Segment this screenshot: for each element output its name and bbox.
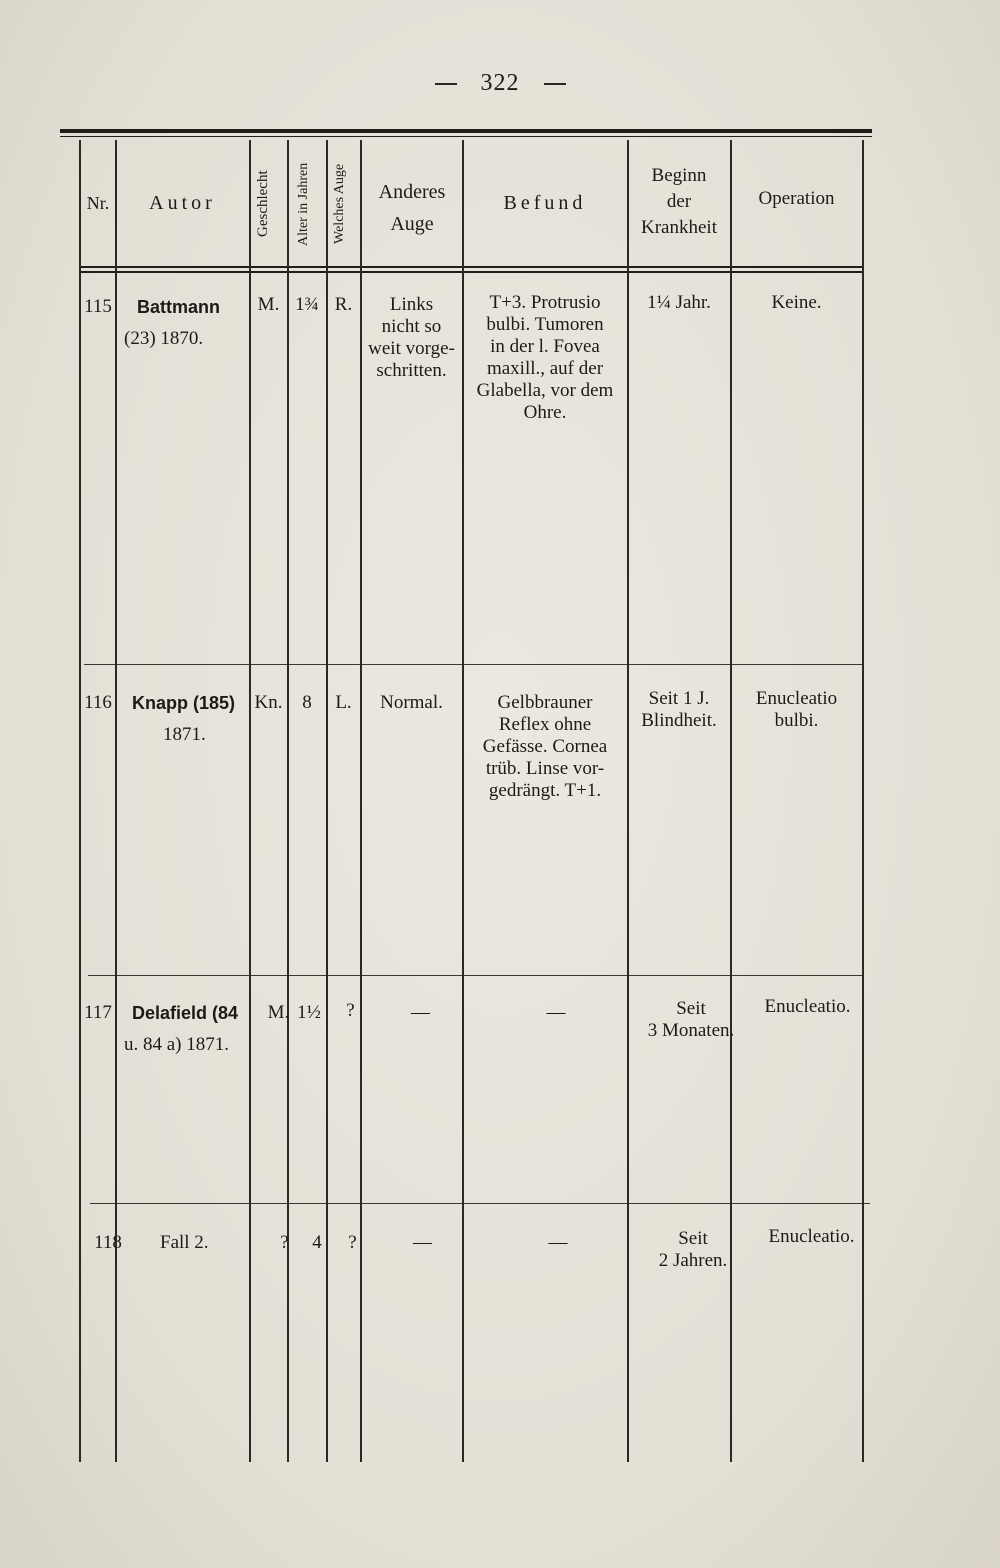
row-115-operation: Keine. bbox=[771, 292, 822, 313]
row-118-befund: — bbox=[548, 1232, 568, 1253]
row-118-auge: ? bbox=[348, 1232, 357, 1253]
row-118-operation: Enucleatio. bbox=[768, 1226, 855, 1247]
row-116-geschlecht: Kn. bbox=[254, 692, 283, 713]
page-number-text: 322 bbox=[480, 70, 520, 96]
row-117-autor-rest: u. 84 a) 1871. bbox=[124, 1034, 230, 1055]
row-116-autor-rest: 1871. bbox=[163, 724, 206, 745]
row-115-beginn: 1¼ Jahr. bbox=[647, 292, 711, 313]
row-117-autor-name: Delafield (84 bbox=[132, 1003, 239, 1023]
header-alter: Alter in Jahren bbox=[296, 162, 311, 246]
row-117-befund: — bbox=[546, 1002, 566, 1023]
header-anderes-auge: Anderes Auge bbox=[378, 181, 446, 235]
table-top-rule bbox=[60, 129, 872, 133]
row-118-nr: 118 bbox=[94, 1232, 122, 1253]
row-115-anderes: Links nicht so weit vorge- schritten. bbox=[368, 294, 455, 381]
row-117-operation: Enucleatio. bbox=[764, 996, 851, 1017]
row-115-befund: T+3. Protrusio bulbi. Tumoren in der l. Fovea maxill., auf der Glabella, vor dem Ohre. bbox=[476, 292, 614, 423]
header-welches-auge: Welches Auge bbox=[332, 163, 347, 245]
row-116-anderes: Normal. bbox=[380, 692, 443, 713]
header-nr: Nr. bbox=[86, 193, 110, 213]
row-115-auge: R. bbox=[334, 294, 353, 315]
page-number bbox=[0, 70, 1000, 97]
row-116-nr: 116 bbox=[84, 692, 112, 713]
row-separator-2 bbox=[88, 975, 862, 976]
row-118-autor-rest: Fall 2. bbox=[160, 1232, 209, 1253]
row-117-auge: ? bbox=[346, 1000, 355, 1021]
col-rule-befund bbox=[627, 140, 629, 1462]
row-117-geschlecht: M. bbox=[267, 1002, 290, 1023]
row-117-beginn: Seit 3 Monaten. bbox=[647, 998, 735, 1041]
dash-right bbox=[544, 83, 566, 85]
col-rule-autor bbox=[249, 140, 251, 1462]
row-118-anderes: — bbox=[413, 1232, 432, 1253]
header-operation: Operation bbox=[758, 188, 835, 209]
row-separator-1 bbox=[84, 664, 862, 665]
row-116-autor-name: Knapp (185) bbox=[132, 693, 236, 713]
col-rule-alter bbox=[326, 140, 328, 1462]
row-115-nr: 115 bbox=[84, 296, 112, 317]
header-befund: Befund bbox=[503, 192, 587, 214]
row-separator-3 bbox=[90, 1203, 870, 1204]
header-geschlecht: Geschlecht bbox=[255, 170, 271, 238]
row-115-alter: 1¾ bbox=[295, 294, 319, 315]
dash-left bbox=[435, 83, 457, 85]
col-rule-right bbox=[862, 140, 864, 1462]
header-bottom-rule bbox=[80, 266, 862, 268]
col-rule-left bbox=[79, 140, 81, 1462]
row-115-geschlecht: M. bbox=[257, 294, 280, 315]
row-116-auge: L. bbox=[335, 692, 352, 713]
row-118-geschlecht: ? bbox=[280, 1232, 289, 1253]
row-117-alter: 1½ bbox=[297, 1002, 321, 1023]
col-rule-nr bbox=[115, 140, 117, 1462]
row-117-nr: 117 bbox=[84, 1002, 112, 1023]
row-118-beginn: Seit 2 Jahren. bbox=[658, 1228, 728, 1271]
row-116-beginn: Seit 1 J. Blindheit. bbox=[641, 688, 717, 731]
header-beginn: Beginn der Krankheit bbox=[641, 165, 717, 238]
table-top-rule-thin bbox=[60, 136, 872, 137]
col-rule-geschlecht bbox=[287, 140, 289, 1462]
row-116-befund: Gelbbrauner Reflex ohne Gefässe. Cornea trüb. Linse vor- gedrängt. T+1. bbox=[482, 692, 608, 801]
row-116-alter: 8 bbox=[302, 692, 312, 713]
header-autor: Autor bbox=[149, 192, 216, 214]
row-115-autor-rest: (23) 1870. bbox=[124, 328, 204, 349]
row-117-anderes: — bbox=[411, 1002, 430, 1023]
row-116-operation: Enucleatio bulbi. bbox=[755, 688, 838, 731]
row-118-alter: 4 bbox=[312, 1232, 322, 1253]
row-115-autor-name: Battmann bbox=[137, 297, 221, 317]
header-bottom-rule-2 bbox=[80, 271, 862, 273]
